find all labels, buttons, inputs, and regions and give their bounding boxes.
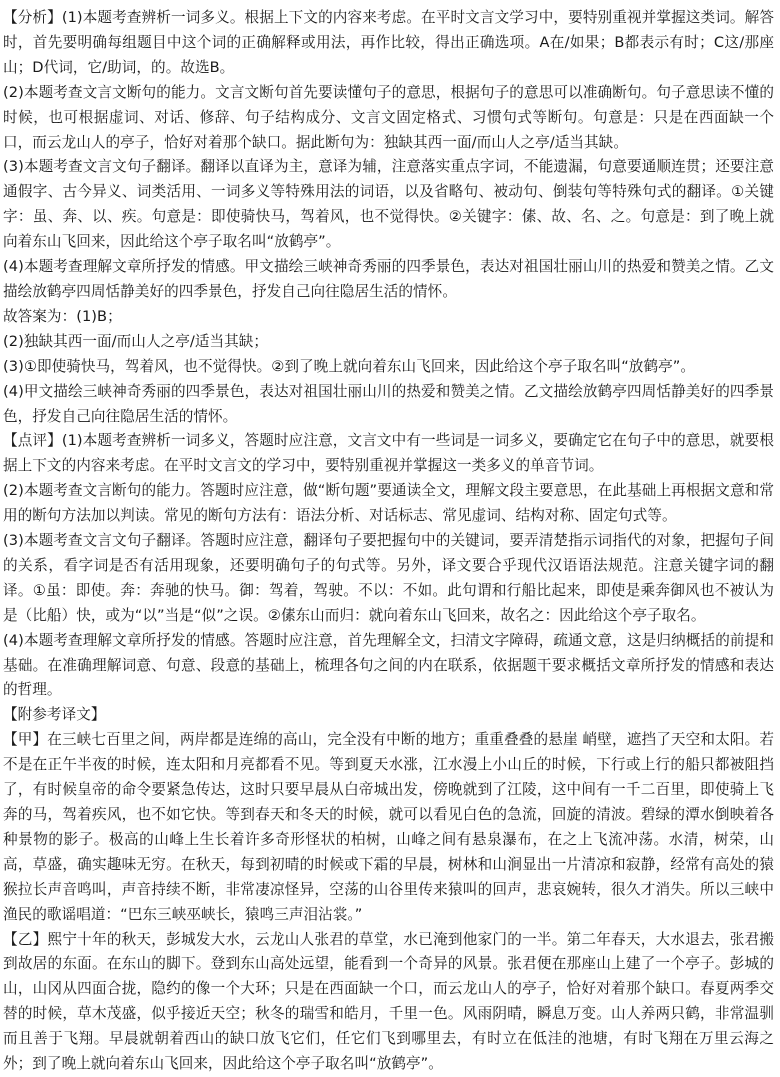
answer-item-3: (3)①即使骑快马，驾着风，也不觉得快。②到了晚上就向着东山飞回来，因此给这个亭子取名叫“放鹤亭”。 bbox=[3, 357, 695, 375]
comment-paragraph-3: (3)本题考查文言文句子翻译。答题时应注意，翻译句子要把握句中的关键词，要弄清楚指示词指代的对象，把握句子间的关系，看字词是否有活用现象，还要明确句子的句式等。另外，译文要合乎现代汉语语法规范。注意关键字词的翻译。①虽：即使。奔：奔驰的快马。御：驾着，驾驶。不以：不如。此句谓和行船比起来，即使是乘奔御风也不被认为是（比船）快，或为“以”当是“似”之误。②傃东山而归：就向着东山飞回来，故名之：因此给这个亭子取名。 bbox=[3, 532, 774, 624]
translation-yi: 【乙】熙宁十年的秋天，彭城发大水，云龙山人张君的草堂，水已淹到他家门的一半。第二年春天，大水退去，张君搬到故居的东面。在东山的脚下。登到东山高处远望，能看到一个奇异的风景。张君便在那座山上建了一个亭子。彭城的山，山冈从四面合拢，隐约的像一个大环；只是在西面缺一个口，而云龙山人的亭子，恰好对着那个缺口。春夏两季交替的时候，草木茂盛，似乎接近天空；秋冬的瑞雪和皓月，千里一色。风雨阴晴，瞬息万变。山人养两只鹤，非常温驯而且善于飞翔。早晨就朝着西山的缺口放飞它们，任它们飞到哪里去，有时立在低洼的池塘，有时飞翔在万里云海之外；到了晚上就向着东山飞回来，因此给这个亭子取名叫“放鹤亭”。 bbox=[3, 930, 774, 1073]
comment-paragraph-2: (2)本题考查文言断句的能力。答题时应注意，做“断句题”要通读全文，理解文段主要意思，在此基础上再根据文意和常用的断句方法加以判读。常见的断句方法有：语法分析、对话标志、常见虚词、结构对称、固定句式等。 bbox=[3, 482, 774, 525]
translation-jia: 【甲】在三峡七百里之间，两岸都是连绵的高山，完全没有中断的地方；重重叠叠的悬崖 峭壁，遮挡了天空和太阳。若不是在正午半夜的时候，连太阳和月亮都看不见。等到夏天水涨，江水漫上小山丘的时候，下行或上行的船只都被阻挡了，有时候皇帝的命令要紧急传达，这时只要早晨从白帝城出发，傍晚就到了江陵，这中间有一千二百里，即使骑上飞奔的马，驾着疾风，也不如它快。等到春天和冬天的时候，就可以看见白色的急流，回旋的清波。碧绿的潭水倒映着各种景物的影子。极高的山峰上生长着许多奇形怪状的柏树，山峰之间有悬泉瀑布，在之上飞流冲荡。水清，树荣，山高，草盛，确实趣味无穷。在秋天，每到初晴的时候或下霜的早晨，树林和山涧显出一片清凉和寂静，经常有高处的猿猴拉长声音鸣叫，声音持续不断，非常凄凉怪异，空荡的山谷里传来猿叫的回声，悲哀婉转，很久才消失。所以三峡中渔民的歌谣唱道：“巴东三峡巫峡长，猿鸣三声泪沾裳。” bbox=[3, 731, 774, 923]
answer-item-2: (2)独缺其西一面/而山人之亭/适当其缺； bbox=[3, 332, 269, 350]
comment-paragraph-1: 【点评】(1)本题考查辨析一词多义，答题时应注意，文言文中有一些词是一词多义，要确定它在句子中的意思，就要根据上下文的内容来考虑。在平时文言文的学习中，要特别重视并掌握这一类多义的单音节词。 bbox=[3, 432, 774, 475]
answer-item-4: (4)甲文描绘三峡神奇秀丽的四季景色，表达对祖国壮丽山川的热爱和赞美之情。乙文描绘放鹤亭四周恬静美好的四季景色，抒发自己向往隐居生活的情怀。 bbox=[3, 382, 774, 425]
answer-heading: 故答案为：(1)B； bbox=[3, 307, 122, 325]
translation-heading: 【附参考译文】 bbox=[3, 706, 106, 724]
analysis-paragraph-3: (3)本题考查文言文句子翻译。翻译以直译为主，意译为辅，注意落实重点字词，不能遗漏，句意要通顺连贯；还要注意通假字、古今异义、词类活用、一词多义等特殊用法的词语，以及省略句、被动句、倒装句等特殊句式的翻译。①关键字：虽、奔、以、疾。句意是：即使骑快马，驾着风，也不觉得快。②关键字：傃、故、名、之。句意是：到了晚上就向着东山飞回来，因此给这个亭子取名叫“放鹤亭”。 bbox=[3, 158, 774, 251]
analysis-paragraph-1: 【分析】(1)本题考查辨析一词多义。根据上下文的内容来考虑。在平时文言文学习中，要特别重视并掌握这类词。解答时，首先要明确每组题目中这个词的正确解释或用法，再作比较，得出正确选项。A在/如果；B都表示有时；C这/那座山；D代词，它/助词，的。故选B。 bbox=[3, 9, 774, 76]
analysis-paragraph-4: (4)本题考查理解文章所抒发的情感。甲文描绘三峡神奇秀丽的四季景色，表达对祖国壮丽山川的热爱和赞美之情。乙文描绘放鹤亭四周恬静美好的四季景色，抒发自己向往隐居生活的情怀。 bbox=[3, 258, 774, 300]
analysis-paragraph-2: (2)本题考查文言文断句的能力。文言文断句首先要读懂句子的意思，根据句子的意思可以准确断句。句子意思读不懂的时候，也可根据虚词、对话、修辞、句子结构成分、文言文固定格式、习惯句式等断句。句意是：只是在西面缺一个口，而云龙山人的亭子，恰好对着那个缺口。据此断句为：独缺其西一面/而山人之亭/适当其缺。 bbox=[3, 83, 774, 151]
comment-paragraph-4: (4)本题考查理解文章所抒发的情感。答题时应注意，首先理解全文，扫清文字障碍，疏通文意，这是归纳概括的前提和基础。在准确理解词意、句意、段意的基础上，梳理各句之间的内在联系，依据题干要求概括文章所抒发的情感和表达的哲理。 bbox=[3, 631, 774, 699]
